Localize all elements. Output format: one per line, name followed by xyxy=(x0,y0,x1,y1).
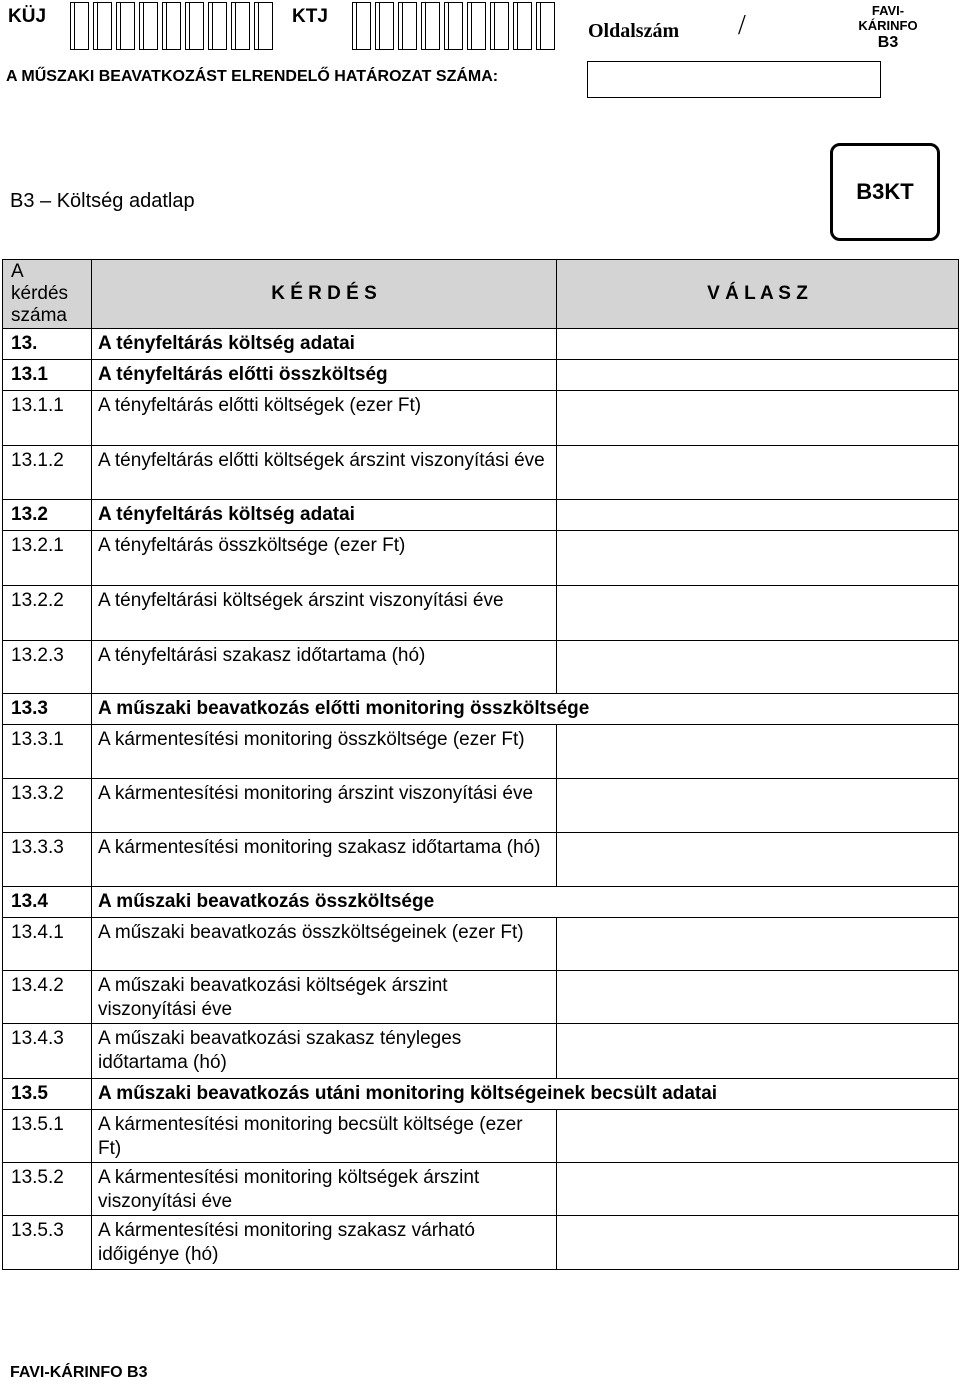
question-text: A műszaki beavatkozási költségek árszint viszonyítási éve xyxy=(92,971,557,1024)
question-number: 13.5 xyxy=(3,1079,92,1110)
col-question-header: K É R D É S xyxy=(92,260,557,329)
answer-cell[interactable] xyxy=(557,586,959,641)
question-number: 13.5.3 xyxy=(3,1216,92,1270)
col-num-header-line: kérdés xyxy=(11,283,69,304)
answer-cell[interactable] xyxy=(557,641,959,694)
question-text: A műszaki beavatkozás előtti monitoring összköltsége xyxy=(92,694,959,725)
question-text: A tényfeltárási költségek árszint viszonyítási éve xyxy=(92,586,557,641)
oldalszam-label: Oldalszám xyxy=(588,20,680,42)
ktj-digit-box[interactable] xyxy=(536,2,555,50)
ktj-digit-box[interactable] xyxy=(375,2,394,50)
question-text: A tényfeltárás költség adatai xyxy=(92,329,557,360)
question-text: A tényfeltárás költség adatai xyxy=(92,500,557,531)
question-text: A tényfeltárás összköltsége (ezer Ft) xyxy=(92,531,557,586)
kuj-digit-box[interactable] xyxy=(70,2,89,50)
table-row xyxy=(3,531,959,586)
table-row xyxy=(3,918,959,971)
question-text: A kármentesítési monitoring összköltsége (ezer Ft) xyxy=(92,725,557,779)
answer-cell[interactable] xyxy=(557,391,959,446)
question-text: A műszaki beavatkozás összköltsége xyxy=(92,887,959,918)
table-row xyxy=(3,694,959,725)
question-text: A kármentesítési monitoring szakasz időtartama (hó) xyxy=(92,833,557,887)
kuj-label: KÜJ xyxy=(8,6,47,27)
question-text: A tényfeltárás előtti összköltség xyxy=(92,360,557,391)
question-number: 13.3 xyxy=(3,694,92,725)
ktj-digit-box[interactable] xyxy=(398,2,417,50)
ktj-digit-box[interactable] xyxy=(352,2,371,50)
page-slash: / xyxy=(738,10,746,41)
question-text: A kármentesítési monitoring árszint viszonyítási éve xyxy=(92,779,557,833)
answer-cell[interactable] xyxy=(557,779,959,833)
question-text: A kármentesítési monitoring becsült költsége (ezer Ft) xyxy=(92,1110,557,1163)
question-number: 13.4 xyxy=(3,887,92,918)
footer-label: FAVI-KÁRINFO B3 xyxy=(10,1364,148,1381)
ktj-digit-box[interactable] xyxy=(490,2,509,50)
question-number: 13.4.2 xyxy=(3,971,92,1024)
kuj-boxes xyxy=(70,2,277,50)
question-number: 13.2.3 xyxy=(3,641,92,694)
question-number: 13.2 xyxy=(3,500,92,531)
answer-cell[interactable] xyxy=(557,1110,959,1163)
table-row xyxy=(3,971,959,1024)
col-num-header-line: száma xyxy=(11,305,67,326)
question-text: A kármentesítési monitoring költségek árszint viszonyítási éve xyxy=(92,1163,557,1216)
favi-badge xyxy=(848,3,928,53)
question-number: 13.2.1 xyxy=(3,531,92,586)
table-row xyxy=(3,779,959,833)
ktj-digit-box[interactable] xyxy=(444,2,463,50)
question-text: A műszaki beavatkozás utáni monitoring költségeinek becsült adatai xyxy=(92,1079,959,1110)
answer-cell[interactable] xyxy=(557,971,959,1024)
question-number: 13.3.3 xyxy=(3,833,92,887)
form-title: B3 – Költség adatlap xyxy=(10,190,195,212)
question-number: 13.3.1 xyxy=(3,725,92,779)
question-number: 13.5.2 xyxy=(3,1163,92,1216)
cost-table xyxy=(2,259,959,1270)
answer-cell[interactable] xyxy=(557,833,959,887)
favi-line-1: FAVI- xyxy=(871,3,905,18)
table-row xyxy=(3,500,959,531)
question-number: 13.4.1 xyxy=(3,918,92,971)
hatarozat-field[interactable] xyxy=(587,61,881,98)
table-row xyxy=(3,833,959,887)
question-number: 13.2.2 xyxy=(3,586,92,641)
kuj-digit-box[interactable] xyxy=(185,2,204,50)
table-row xyxy=(3,641,959,694)
ktj-digit-box[interactable] xyxy=(421,2,440,50)
question-number: 13. xyxy=(3,329,92,360)
answer-cell[interactable] xyxy=(557,918,959,971)
col-num-header xyxy=(3,260,92,329)
hatarozat-label: A MŰSZAKI BEAVATKOZÁST ELRENDELŐ HATÁROZAT SZÁMA: xyxy=(6,68,499,85)
table-row xyxy=(3,391,959,446)
table-row xyxy=(3,1024,959,1079)
answer-cell[interactable] xyxy=(557,329,959,360)
table-row xyxy=(3,1079,959,1110)
table-row xyxy=(3,329,959,360)
ktj-boxes xyxy=(352,2,559,50)
question-text: A kármentesítési monitoring szakasz várható időigénye (hó) xyxy=(92,1216,557,1270)
question-text: A műszaki beavatkozási szakasz tényleges időtartama (hó) xyxy=(92,1024,557,1079)
kuj-digit-box[interactable] xyxy=(208,2,227,50)
answer-cell[interactable] xyxy=(557,360,959,391)
answer-cell[interactable] xyxy=(557,500,959,531)
kuj-digit-box[interactable] xyxy=(116,2,135,50)
table-row xyxy=(3,1110,959,1163)
favi-line-2: KÁRINFO xyxy=(858,18,918,33)
answer-cell[interactable] xyxy=(557,531,959,586)
question-number: 13.1 xyxy=(3,360,92,391)
ktj-digit-box[interactable] xyxy=(467,2,486,50)
answer-cell[interactable] xyxy=(557,1216,959,1270)
question-text: A tényfeltárás előtti költségek árszint viszonyítási éve xyxy=(92,446,557,500)
col-num-header-line: A xyxy=(11,261,24,282)
answer-cell[interactable] xyxy=(557,1163,959,1216)
form-code-badge: B3KT xyxy=(830,143,940,241)
question-number: 13.1.1 xyxy=(3,391,92,446)
favi-line-3: B3 xyxy=(877,34,899,51)
question-number: 13.1.2 xyxy=(3,446,92,500)
table-row xyxy=(3,360,959,391)
table-row xyxy=(3,887,959,918)
ktj-digit-box[interactable] xyxy=(513,2,532,50)
question-number: 13.3.2 xyxy=(3,779,92,833)
table-row xyxy=(3,446,959,500)
col-answer-header: V Á L A S Z xyxy=(557,260,959,329)
kuj-digit-box[interactable] xyxy=(139,2,158,50)
question-number: 13.5.1 xyxy=(3,1110,92,1163)
kuj-digit-box[interactable] xyxy=(162,2,181,50)
ktj-label: KTJ xyxy=(292,6,328,27)
kuj-digit-box[interactable] xyxy=(93,2,112,50)
question-text: A tényfeltárási szakasz időtartama (hó) xyxy=(92,641,557,694)
kuj-digit-box[interactable] xyxy=(254,2,273,50)
table-row xyxy=(3,1216,959,1270)
question-text: A tényfeltárás előtti költségek (ezer Ft) xyxy=(92,391,557,446)
table-header-row xyxy=(3,260,959,329)
answer-cell[interactable] xyxy=(557,1024,959,1079)
answer-cell[interactable] xyxy=(557,725,959,779)
question-number: 13.4.3 xyxy=(3,1024,92,1079)
table-row xyxy=(3,586,959,641)
kuj-digit-box[interactable] xyxy=(231,2,250,50)
answer-cell[interactable] xyxy=(557,446,959,500)
table-row xyxy=(3,1163,959,1216)
table-row xyxy=(3,725,959,779)
question-text: A műszaki beavatkozás összköltségeinek (ezer Ft) xyxy=(92,918,557,971)
